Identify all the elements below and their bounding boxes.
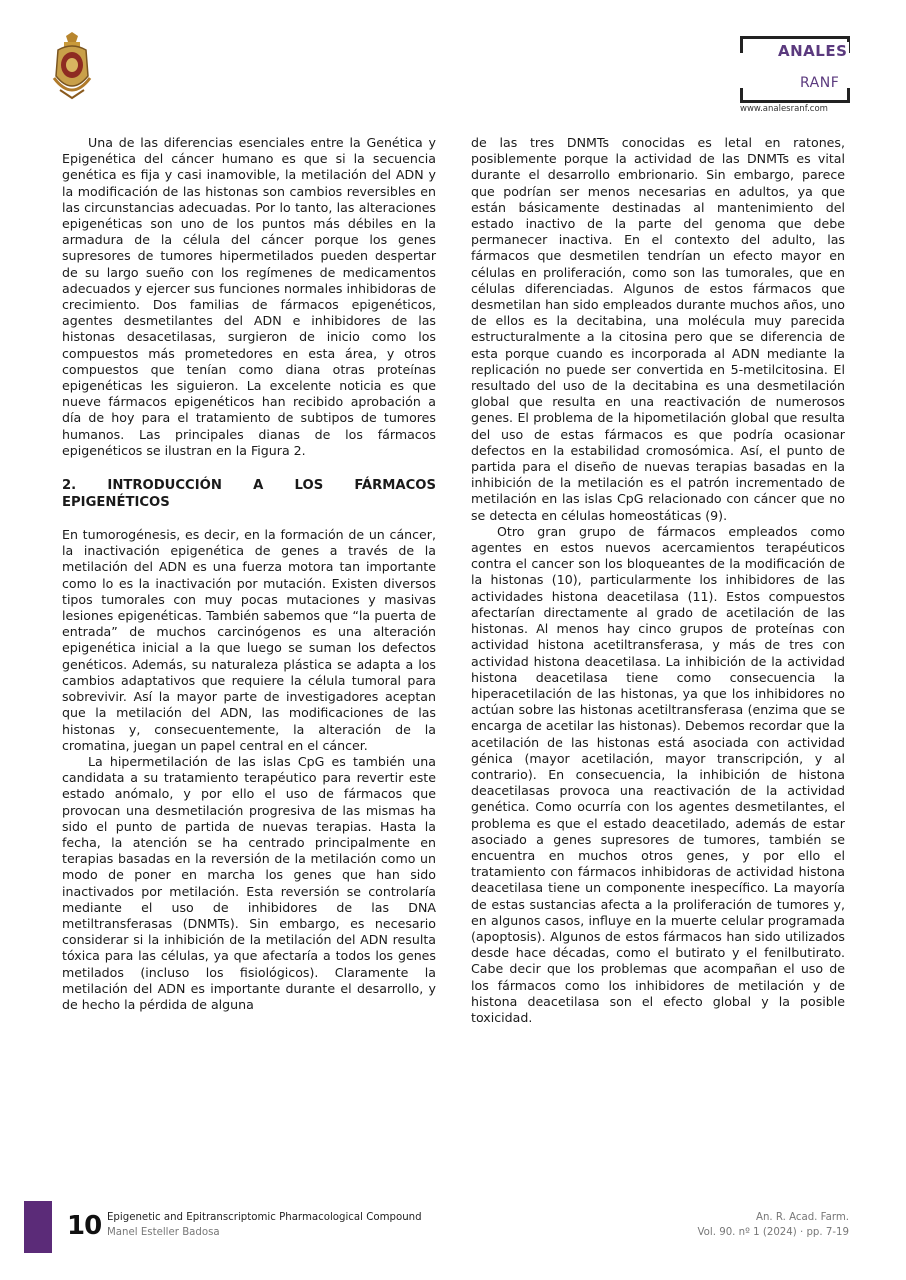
paragraph: En tumorogénesis, es decir, en la formación de un cáncer, la inactivación epigenética de genes a través de la metilación del ADN es una fuerza motora tan importante como lo es la inactivación por mutación. Existen diversos tipos tumorales con muy pocas mutaciones y masivas lesiones epigenéticas. También sabemos que “la puerta de entrada” de muchos carcinógenos es una alteración epigenética inicial a la que luego se suman los defectos genéticos. Además, su naturaleza plástica se adapta a los cambios adaptativos que requiere la célula tumoral para sobrevivir. Así la mayor parte de investigadores aceptan que la metilación del ADN, las modificaciones de las histonas y, consecuentemente, la alteración de la cromatina, juegan un papel central en el cáncer.: [62, 527, 436, 753]
paragraph: Una de las diferencias esenciales entre la Genética y Epigenética del cáncer humano es que si la secuencia genética es fija y casi inamovible, la metilación del ADN y la modificación de las histonas son cambios reversibles en las circunstancias adecuadas. Por lo tanto, las alteraciones epigenéticas son uno de los puntos más débiles en la armadura de la célula del cáncer porque los genes supresores de tumores hipermetilados pueden despertar de su largo sueño con los regímenes de medicamentos adecuados y ejercer sus funciones normales inhibidoras de crecimiento. Dos familias de fármacos epigenéticos, agentes desmetilantes del ADN e inhibidores de las histonas desacetilasas, surgieron de inicio como los compuestos más prometedores en esta área, y otros compuestos que tenían como diana otras proteínas epigenéticas les siguieron. La excelente noticia es que nueve fármacos epigenéticos han recibido aprobación a día de hoy para el tratamiento de subtipos de tumores humanos. Las principales dianas de los fármacos epigenéticos se ilustran en la Figura 2.: [62, 135, 436, 458]
right-column: [471, 135, 845, 1026]
left-column: [62, 135, 436, 1013]
footer-accent-bar: [24, 1201, 52, 1253]
paragraph: Otro gran grupo de fármacos empleados como agentes en estos nuevos acercamientos terapéuticos contra el cancer son los bloqueantes de la modificación de la histonas (10), particularmente los inhibidores de las actividades histona deacetilasa (11). Estos compuestos afectarían directamente al grado de acetilación de las histonas. Al menos hay cinco grupos de proteínas con actividad histona acetiltransferasa, y más de tres con actividad histona deacetilasa. La inhibición de la actividad histona deacetilasa tiene como consecuencia la hiperacetilación de las histonas, ya que los inhibidores no actúan sobre las histonas acetiltransferasa (enzima que se encarga de acetilar las histonas). Debemos recordar que la acetilación de las histonas está asociada con actividad génica (mayor acetilación, mayor transcripción, y al contrario). En consecuencia, la inhibición de histona deacetilasas provoca una reactivación de la actividad genética. Como ocurría con los agentes desmetilantes, el problema es que el estado deacetilado, además de estar asociado a genes supresores de tumores, también se encuentra en muchos otros genes, y por ello el tratamiento con fármacos inhibidoras de actividad histona deacetilasa tiene un componente inespecífico. La mayoría de estas sustancias afecta a la proliferación de tumores y, en algunos casos, influye en la muerte celular programada (apoptosis). Algunos de estos fármacos han sido utilizados desde hace décadas, como el butirato y el fenilbutirato. Cabe decir que los problemas que acompañan el uso de los fármacos como los inhibidores de metilación y de histona deacetilasa son el efecto global y la posible toxicidad.: [471, 523, 845, 1025]
academy-crest-logo: [50, 32, 94, 106]
brand-subtitle: RANF: [800, 75, 840, 91]
section-heading: [62, 477, 436, 511]
footer-author: Manel Esteller Badosa: [107, 1227, 220, 1238]
paragraph: de las tres DNMTs conocidas es letal en ratones, posiblemente porque la actividad de las DNMTs es vital durante el desarrollo embrionario. Sin embargo, parece que podrían ser menos necesarias en adultos, ya que están básicamente destinadas al mantenimiento del estado inactivo de la parte del genoma que debe permanecer inactiva. En el contexto del adulto, las fármacos que desmetilen tendrían un efecto mayor en células en proliferación, como son las tumorales, que en células diferenciadas. Algunos de estos fármacos que desmetilan han sido empleados durante muchos años, uno de ellos es la decitabina, una molécula muy parecida estructuralmente a la citosina pero que se diferencia de esta porque cuando es incorporada al ADN mediante la replicación no puede ser convertida en 5-metilcitosina. El resultado del uso de la decitabina es una desmetilación global que resulta en una reactivación de numerosos genes. El problema de la hipometilación global que resulta del uso de estas fármacos es que podría ocasionar defectos en la estabilidad cromosómica. Así, el punto de partida para el diseño de nuevas terapias basadas en la inhibición de la metilación es el patrón incrementado de metilación en las islas CpG relacionado con cáncer que no se detecta en células homeostáticas (9).: [471, 135, 845, 523]
anales-ranf-brand: [740, 36, 852, 120]
footer-article-title: Epigenetic and Epitranscriptomic Pharmacological Compound: [107, 1212, 422, 1223]
footer-journal: An. R. Acad. Farm.: [755, 1212, 849, 1223]
page-number: 10: [67, 1211, 102, 1241]
paragraph: La hipermetilación de las islas CpG es también una candidata a su tratamiento terapéutico para revertir este estado anómalo, y por ello el uso de fármacos que provocan una desmetilación progresiva de las mismas ha sido el punto de partida de nuevas terapias. Hasta la fecha, la atención se ha centrado principalmente en terapias basadas en la reversión de la metilación como un modo de poner en marcha los genes que han sido inactivados por metilación. Esta reversión se controlaría mediante el uso de inhibidores de las DNA metiltransferasas (DNMTs). Sin embargo, es necesario considerar si la inhibición de la metilación del ADN resulta tóxica para las células, ya que afectaría a todos los genes metilados (incluso los fisiológicos). Claramente la metilación del ADN es importante durante el desarrollo, y de hecho la pérdida de alguna: [62, 753, 436, 1012]
section-heading-line1: 2. INTRODUCCIÓN A LOS FÁRMACOS: [62, 478, 436, 494]
footer-volume: Vol. 90. nº 1 (2024) · pp. 7-19: [697, 1227, 849, 1238]
brand-url[interactable]: www.analesranf.com: [740, 104, 828, 114]
brand-title: ANALES: [778, 42, 848, 60]
section-heading-line2: EPIGENÉTICOS: [62, 495, 170, 511]
